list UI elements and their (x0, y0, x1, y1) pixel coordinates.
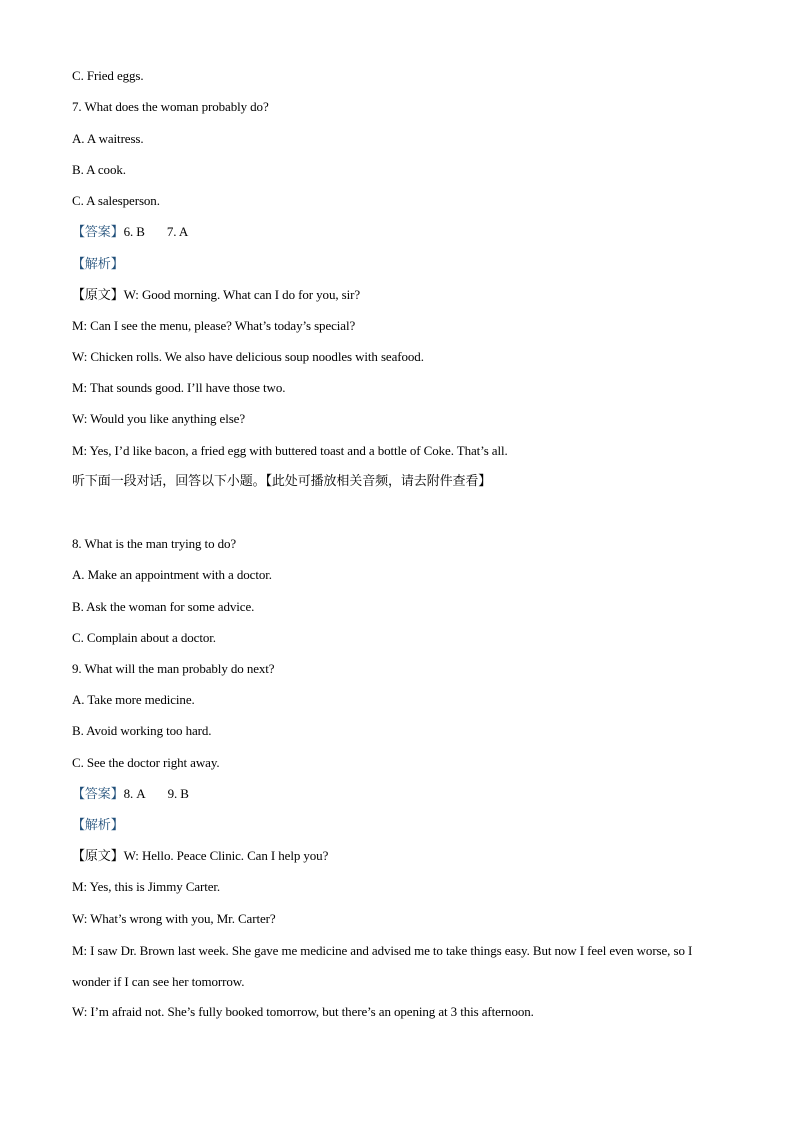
option-8a: A. Make an appointment with a doctor. (72, 567, 272, 582)
option-c-salesperson: C. A salesperson. (72, 193, 160, 208)
transcript-text: W: Hello. Peace Clinic. Can I help you? (123, 848, 329, 863)
question-7: 7. What does the woman probably do? (72, 99, 269, 114)
answer-7: 7. A (166, 224, 189, 239)
answer-tag: 【答案】 (72, 225, 124, 240)
question-9: 9. What will the man probably do next? (72, 661, 275, 676)
analysis-tag: 【解析】 (72, 818, 124, 833)
option-9c: C. See the doctor right away. (72, 755, 220, 770)
transcript-text: W: Good morning. What can I do for you, sir? (123, 287, 361, 302)
option-9a: A. Take more medicine. (72, 692, 195, 707)
dialogue-line: W: Chicken rolls. We also have delicious soup noodles with seafood. (72, 349, 424, 364)
dialogue-line: M: Can I see the menu, please? What’s today’s special? (72, 318, 356, 333)
dialogue-line: M: Yes, I’d like bacon, a fried egg with buttered toast and a bottle of Coke. That’s all. (72, 443, 508, 458)
dialogue-line: W: Would you like anything else? (72, 411, 246, 426)
option-8c: C. Complain about a doctor. (72, 630, 216, 645)
transcript-line-1 (72, 287, 360, 304)
answer-tag: 【答案】 (72, 787, 124, 802)
option-a-waitress: A. A waitress. (72, 131, 144, 146)
analysis-heading-2 (72, 817, 124, 834)
dialogue-line: W: I’m afraid not. She’s fully booked tomorrow, but there’s an opening at 3 this afternoon. (72, 1004, 534, 1019)
answer-line-8-9 (72, 786, 189, 803)
answer-9: 9. B (167, 786, 189, 801)
analysis-heading-1 (72, 256, 124, 273)
transcript-tag: 【原文】 (72, 288, 124, 303)
transcript-line-2 (72, 848, 328, 865)
answer-6: 6. B (123, 224, 145, 239)
dialogue-line: M: That sounds good. I’ll have those two. (72, 380, 286, 395)
option-b-cook: B. A cook. (72, 162, 126, 177)
dialogue-line: W: What’s wrong with you, Mr. Carter? (72, 911, 276, 926)
dialogue-line: M: Yes, this is Jimmy Carter. (72, 879, 221, 894)
option-8b: B. Ask the woman for some advice. (72, 599, 255, 614)
answer-line-6-7 (72, 224, 188, 241)
dialogue-line: M: I saw Dr. Brown last week. She gave me medicine and advised me to take things easy. But now I feel even worse, so I wonder if I can see her tomorrow. (72, 943, 693, 989)
option-c-fried-eggs: C. Fried eggs. (72, 68, 144, 83)
answer-8: 8. A (123, 786, 146, 801)
question-8: 8. What is the man trying to do? (72, 536, 237, 551)
listening-instruction: 听下面一段对话，回答以下小题。【此处可播放相关音频，请去附件查看】 (72, 474, 492, 489)
transcript-tag: 【原文】 (72, 849, 124, 864)
analysis-tag: 【解析】 (72, 257, 124, 272)
option-9b: B. Avoid working too hard. (72, 723, 212, 738)
